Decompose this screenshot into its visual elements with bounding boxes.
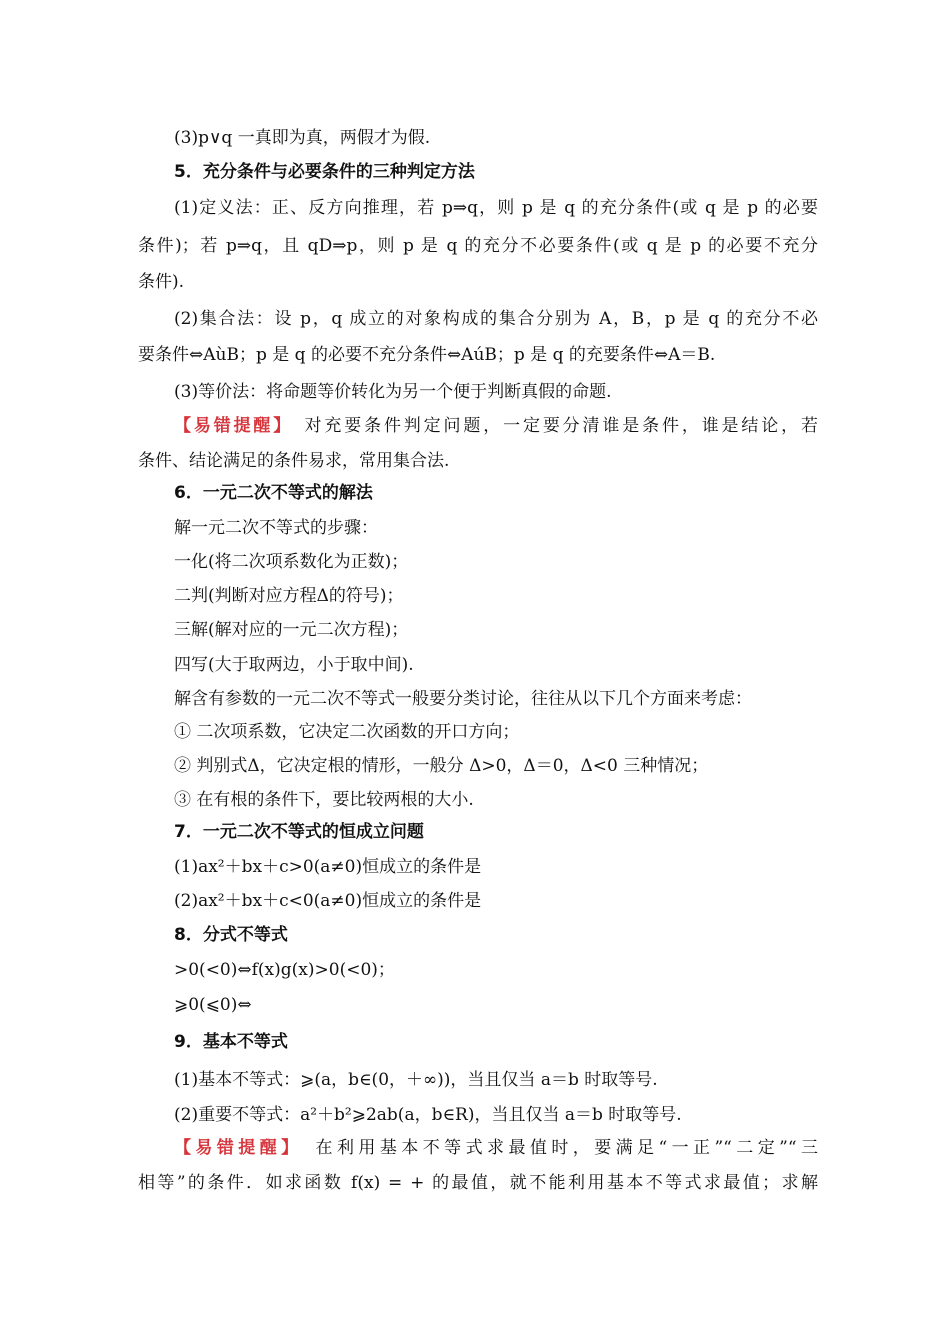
- text-line: [174, 653, 818, 677]
- line-text: 一化(将二次项系数化为正数)；: [174, 552, 409, 572]
- line-text: >0(<0)⇔f(x)g(x)>0(<0)；: [174, 960, 395, 980]
- text-line: [174, 196, 818, 220]
- heading-text: 5．充分条件与必要条件的三种判定方法: [174, 162, 475, 182]
- text-line: [174, 889, 818, 913]
- text-line: [174, 788, 818, 812]
- warning-text: 在利用基本不等式求最值时，要满足“一正”“二定”“三: [294, 1138, 818, 1158]
- line-text: 解含有参数的一元二次不等式一般要分类讨论，往往从以下几个方面来考虑：: [174, 689, 752, 709]
- line-text: 解一元二次不等式的步骤：: [174, 518, 378, 538]
- line-text: (2)ax²＋bx＋c<0(a≠0)恒成立的条件是: [174, 891, 482, 911]
- warning-paragraph: [174, 1136, 818, 1160]
- line-text: 条件).: [138, 272, 185, 292]
- heading-text: 8．分式不等式: [174, 925, 288, 945]
- line-text: (1)基本不等式：⩾(a，b∈(0，＋∞))，当且仅当 a＝b 时取等号.: [174, 1070, 658, 1090]
- line-text: ② 判别式Δ，它决定根的情形，一般分 Δ>0，Δ＝0，Δ<0 三种情况；: [174, 756, 709, 776]
- section-heading: [174, 160, 818, 184]
- heading-text: 7．一元二次不等式的恒成立问题: [174, 822, 424, 842]
- text-line: [174, 516, 818, 540]
- text-line: [174, 584, 818, 608]
- line-text: (2)重要不等式：a²＋b²⩾2ab(a，b∈R)，当且仅当 a＝b 时取等号.: [174, 1105, 682, 1125]
- line-text: ① 二次项系数，它决定二次函数的开口方向；: [174, 722, 520, 742]
- text-line: [174, 720, 818, 744]
- text-line: [174, 958, 818, 982]
- warning-label: 【易错提醒】: [174, 416, 285, 436]
- line-text: 四写(大于取两边，小于取中间).: [174, 655, 414, 675]
- text-line: [174, 754, 818, 778]
- heading-text: 6．一元二次不等式的解法: [174, 483, 373, 503]
- text-line: [174, 1103, 818, 1127]
- line-text: (1)定义法：正、反方向推理，若 p⇒q，则 p 是 q 的充分条件(或 q 是 p 的必要: [174, 198, 818, 218]
- line-text: (2)集合法：设 p，q 成立的对象构成的集合分别为 A，B，p 是 q 的充分不必: [174, 309, 818, 329]
- text-line: [138, 1171, 818, 1195]
- section-heading: [174, 820, 818, 844]
- text-line: [174, 855, 818, 879]
- line-text: 条件)；若 p⇒q，且 qD⇒p，则 p 是 q 的充分不必要条件(或 q 是 p 的必要不充分: [138, 236, 818, 256]
- line-text: (1)ax²＋bx＋c>0(a≠0)恒成立的条件是: [174, 857, 482, 877]
- line-text: 条件、结论满足的条件易求，常用集合法.: [138, 451, 450, 471]
- text-line: [138, 343, 818, 367]
- section-heading: [174, 481, 818, 505]
- line-text: (3)等价法：将命题等价转化为另一个便于判断真假的命题.: [174, 382, 612, 402]
- text-line: [174, 993, 818, 1017]
- line-text: (3)p∨q 一真即为真，两假才为假.: [174, 128, 431, 148]
- text-line: [174, 550, 818, 574]
- text-line: [138, 270, 818, 294]
- text-line: [174, 618, 818, 642]
- text-line: [174, 307, 818, 331]
- section-heading: [174, 1030, 818, 1054]
- text-line: [174, 380, 818, 404]
- text-line: [174, 126, 818, 150]
- text-line: [138, 234, 818, 258]
- line-text: ③ 在有根的条件下，要比较两根的大小.: [174, 790, 474, 810]
- line-text: ⩾0(⩽0)⇔: [174, 995, 252, 1015]
- text-line: [174, 1068, 818, 1092]
- warning-text: 对充要条件判定问题，一定要分清谁是条件，谁是结论，若: [284, 416, 818, 436]
- line-text: 相等”的条件．如求函数 f(x) = + 的最值，就不能利用基本不等式求最值；求解: [138, 1173, 818, 1193]
- text-line: [174, 687, 818, 711]
- line-text: 要条件⇔AùB；p 是 q 的必要不充分条件⇔AúB；p 是 q 的充要条件⇔A＝B.: [138, 345, 716, 365]
- heading-text: 9．基本不等式: [174, 1032, 288, 1052]
- text-line: [138, 449, 818, 473]
- line-text: 二判(判断对应方程Δ的符号)；: [174, 586, 404, 606]
- section-heading: [174, 923, 818, 947]
- line-text: 三解(解对应的一元二次方程)；: [174, 620, 409, 640]
- warning-label: 【易错提醒】: [174, 1138, 295, 1158]
- warning-paragraph: [174, 414, 818, 438]
